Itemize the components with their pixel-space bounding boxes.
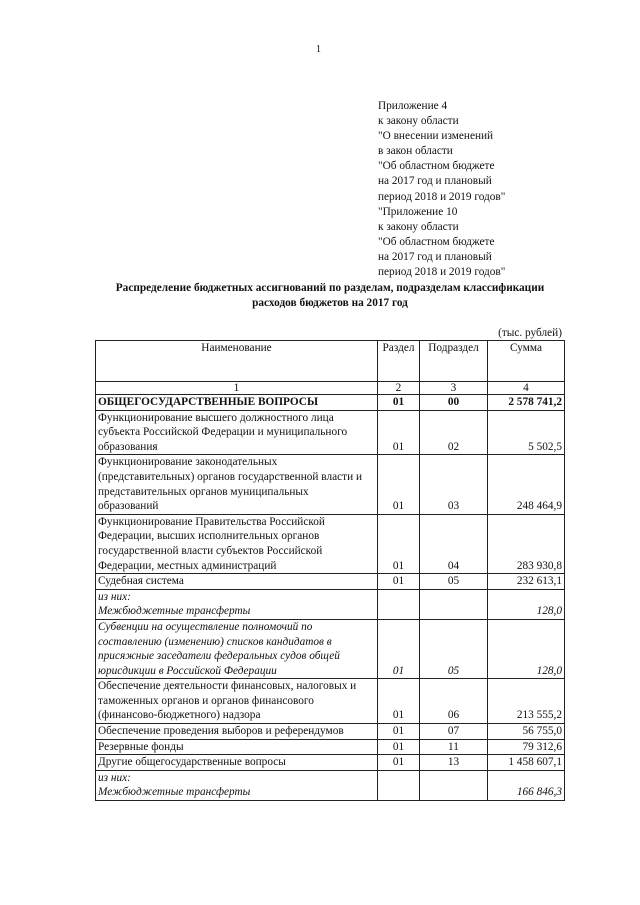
cell-podrazdel — [420, 770, 488, 800]
cell-name: Субвенции на осуществление полномочий по составлению (изменению) списков кандидатов в присяжные заседатели федеральных судов общей юрисдикции в Российской Федерации — [96, 619, 378, 678]
table-row — [96, 395, 565, 411]
col-number: 1 — [96, 382, 378, 395]
cell-sum: 1 458 607,1 — [488, 755, 565, 771]
cell-podrazdel: 05 — [420, 619, 488, 678]
cell-name: Обеспечение проведения выборов и референдумов — [96, 724, 378, 740]
table-row — [96, 574, 565, 590]
cell-podrazdel: 13 — [420, 755, 488, 771]
cell-sum: 128,0 — [488, 619, 565, 678]
cell-podrazdel: 02 — [420, 410, 488, 455]
col-number: 2 — [378, 382, 420, 395]
cell-sum: 79 312,6 — [488, 739, 565, 755]
cell-podrazdel: 11 — [420, 739, 488, 755]
table-row — [96, 770, 565, 800]
column-number-row — [96, 382, 565, 395]
table-row — [96, 410, 565, 455]
cell-sum: 2 578 741,2 — [488, 395, 565, 411]
header-podrazdel: Подраздел — [420, 341, 488, 382]
cell-name: ОБЩЕГОСУДАРСТВЕННЫЕ ВОПРОСЫ — [96, 395, 378, 411]
cell-razdel: 01 — [378, 410, 420, 455]
cell-razdel — [378, 589, 420, 619]
cell-name: Резервные фонды — [96, 739, 378, 755]
table-row — [96, 619, 565, 678]
cell-sum: 5 502,5 — [488, 410, 565, 455]
cell-razdel: 01 — [378, 574, 420, 590]
cell-razdel: 01 — [378, 395, 420, 411]
cell-name: Функционирование законодательных (представительных) органов государственной власти и представительных органов муниципальных образований — [96, 455, 378, 514]
document-title: Распределение бюджетных ассигнований по разделам, подразделам классификации расходов бюджетов на 2017 год — [115, 282, 545, 309]
cell-sum: 213 555,2 — [488, 679, 565, 724]
cell-podrazdel — [420, 589, 488, 619]
cell-podrazdel: 03 — [420, 455, 488, 514]
table-row — [96, 755, 565, 771]
cell-name: Функционирование Правительства Российской Федерации, высших исполнительных органов государственной власти субъектов Российской Федерации, местных администраций — [96, 514, 378, 573]
cell-name: Судебная система — [96, 574, 378, 590]
cell-sum: 232 613,1 — [488, 574, 565, 590]
units-label: (тыс. рублей) — [498, 327, 562, 339]
cell-podrazdel: 04 — [420, 514, 488, 573]
cell-sum: 248 464,9 — [488, 455, 565, 514]
col-number: 3 — [420, 382, 488, 395]
cell-name: Другие общегосударственные вопросы — [96, 755, 378, 771]
header-name: Наименование — [96, 341, 378, 382]
cell-podrazdel: 07 — [420, 724, 488, 740]
cell-sum: 128,0 — [488, 589, 565, 619]
budget-table — [95, 340, 565, 801]
table-row — [96, 724, 565, 740]
cell-razdel: 01 — [378, 679, 420, 724]
cell-name: из них: Межбюджетные трансферты — [96, 589, 378, 619]
header-sum: Сумма — [488, 341, 565, 382]
cell-razdel — [378, 770, 420, 800]
cell-podrazdel: 00 — [420, 395, 488, 411]
table-row — [96, 514, 565, 573]
cell-podrazdel: 06 — [420, 679, 488, 724]
cell-razdel: 01 — [378, 739, 420, 755]
cell-sum: 283 930,8 — [488, 514, 565, 573]
cell-razdel: 01 — [378, 514, 420, 573]
cell-name: Функционирование высшего должностного лица субъекта Российской Федерации и муниципального образования — [96, 410, 378, 455]
page-number: 1 — [316, 44, 321, 55]
cell-razdel: 01 — [378, 619, 420, 678]
appendix-header: Приложение 4 к закону области "О внесении изменений в закон области "Об областном бюджете на 2017 год и плановый период 2018 и 2019 годов" "Приложение 10 к закону области "Об областном бюджете на 2017 год и плановый период 2018 и 2019 годов" — [378, 100, 506, 279]
cell-razdel: 01 — [378, 755, 420, 771]
table-row — [96, 455, 565, 514]
cell-razdel: 01 — [378, 455, 420, 514]
cell-name: Обеспечение деятельности финансовых, налоговых и таможенных органов и органов финансового (финансово-бюджетного) надзора — [96, 679, 378, 724]
table-row — [96, 589, 565, 619]
cell-podrazdel: 05 — [420, 574, 488, 590]
table-row — [96, 739, 565, 755]
cell-razdel: 01 — [378, 724, 420, 740]
cell-sum: 56 755,0 — [488, 724, 565, 740]
col-number: 4 — [488, 382, 565, 395]
header-razdel: Раздел — [378, 341, 420, 382]
table-row — [96, 679, 565, 724]
table-header-row — [96, 341, 565, 382]
cell-name: из них: Межбюджетные трансферты — [96, 770, 378, 800]
cell-sum: 166 846,3 — [488, 770, 565, 800]
